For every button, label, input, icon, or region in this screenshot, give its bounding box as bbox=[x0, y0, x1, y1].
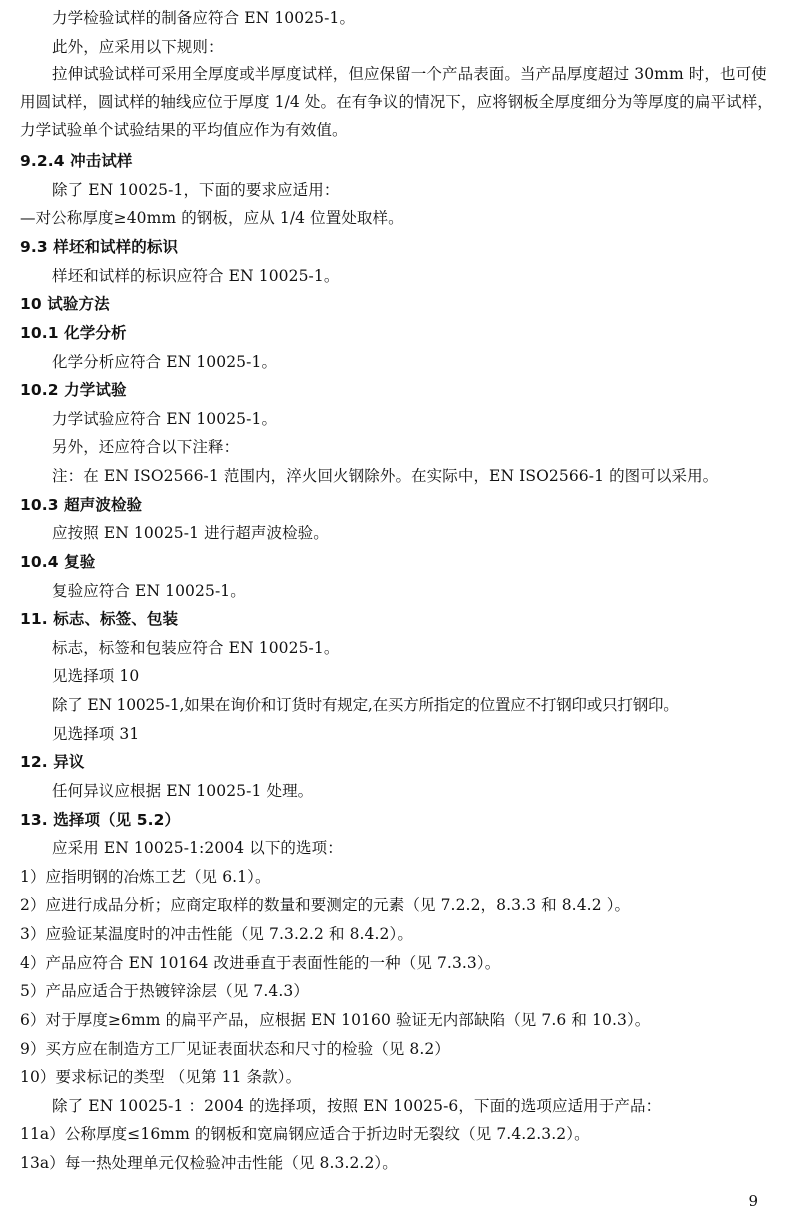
section-heading: 11. 标志、标签、包装 bbox=[20, 610, 179, 628]
option-item: 10）要求标记的类型 （见第 11 条款）。 bbox=[20, 1068, 302, 1086]
paragraph-line: 标志，标签和包装应符合 EN 10025-1。 bbox=[52, 639, 340, 657]
section-heading: 10.3 超声波检验 bbox=[20, 496, 143, 514]
page-number: 9 bbox=[748, 1192, 758, 1210]
option-item: 11a）公称厚度≤16mm 的钢板和宽扁钢应适合于折边时无裂纹（见 7.4.2.3.2）。 bbox=[20, 1125, 590, 1143]
paragraph-line: 任何异议应根据 EN 10025-1 处理。 bbox=[52, 782, 314, 800]
option-item: 13a）每一热处理单元仅检验冲击性能（见 8.3.2.2）。 bbox=[20, 1154, 398, 1172]
option-item: 2）应进行成品分析；应商定取样的数量和要测定的元素（见 7.2.2，8.3.3 和 8.4.2 ）。 bbox=[20, 896, 631, 914]
option-item: 4）产品应符合 EN 10164 改进垂直于表面性能的一种（见 7.3.3）。 bbox=[20, 954, 501, 972]
paragraph-line: 化学分析应符合 EN 10025-1。 bbox=[52, 353, 278, 371]
option-item: 9）买方应在制造方工厂见证表面状态和尺寸的检验（见 8.2） bbox=[20, 1040, 450, 1058]
paragraph-line: 应按照 EN 10025-1 进行超声波检验。 bbox=[52, 524, 329, 542]
paragraph-line: 应采用 EN 10025-1:2004 以下的选项： bbox=[52, 839, 343, 857]
section-heading: 9.3 样坯和试样的标识 bbox=[20, 238, 179, 256]
paragraph-tensile-specimen: 拉伸试验试样可采用全厚度或半厚度试样，但应保留一个产品表面。当产品厚度超过 30mm 时，也可使用圆试样，圆试样的轴线应位于厚度 1/4 处。在有争议的情况下，应将钢板全厚度细分为等厚度的扁平试样，力学试验单个试验结果的平均值应作为有效值。 bbox=[20, 65, 773, 139]
paragraph-line: 力学试验应符合 EN 10025-1。 bbox=[52, 410, 278, 428]
paragraph-line: 样坯和试样的标识应符合 EN 10025-1。 bbox=[52, 267, 340, 285]
section-heading: 9.2.4 冲击试样 bbox=[20, 152, 133, 170]
paragraph-line: 复验应符合 EN 10025-1。 bbox=[52, 582, 246, 600]
option-item: 5）产品应适合于热镀锌涂层（见 7.4.3） bbox=[20, 982, 309, 1000]
section-heading: 10.1 化学分析 bbox=[20, 324, 127, 342]
paragraph-line: 除了 EN 10025-1，下面的要求应适用： bbox=[52, 181, 340, 199]
option-item: 1）应指明钢的冶炼工艺（见 6.1）。 bbox=[20, 868, 271, 886]
paragraph-line: 另外，还应符合以下注释： bbox=[52, 438, 240, 456]
section-heading: 12. 异议 bbox=[20, 753, 85, 771]
paragraph-line: 除了 EN 10025-1,如果在询价和订货时有规定,在买方所指定的位置应不打钢印或只打钢印。 bbox=[52, 696, 679, 714]
paragraph-line: 见选择项 10 bbox=[52, 667, 140, 685]
section-heading: 10 试验方法 bbox=[20, 295, 110, 313]
section-heading: 10.2 力学试验 bbox=[20, 381, 127, 399]
option-item: 3）应验证某温度时的冲击性能（见 7.3.2.2 和 8.4.2）。 bbox=[20, 925, 413, 943]
option-item: 6）对于厚度≥6mm 的扁平产品，应根据 EN 10160 验证无内部缺陷（见 7.6 和 10.3）。 bbox=[20, 1011, 651, 1029]
paragraph-line: 注：在 EN ISO2566-1 范围内，淬火回火钢除外。在实际中，EN ISO2566-1 的图可以采用。 bbox=[52, 467, 719, 485]
paragraph-line: 除了 EN 10025-1 ：2004 的选择项，按照 EN 10025-6，下面的选项应适用于产品： bbox=[52, 1097, 662, 1115]
paragraph-line: 力学检验试样的制备应符合 EN 10025-1。 bbox=[52, 9, 356, 27]
section-heading: 10.4 复验 bbox=[20, 553, 96, 571]
paragraph-line: 此外，应采用以下规则： bbox=[52, 38, 224, 56]
section-heading: 13. 选择项（见 5.2） bbox=[20, 811, 181, 829]
paragraph-line: 见选择项 31 bbox=[52, 725, 140, 743]
paragraph-line: —对公称厚度≥40mm 的钢板，应从 1/4 位置处取样。 bbox=[20, 209, 404, 227]
